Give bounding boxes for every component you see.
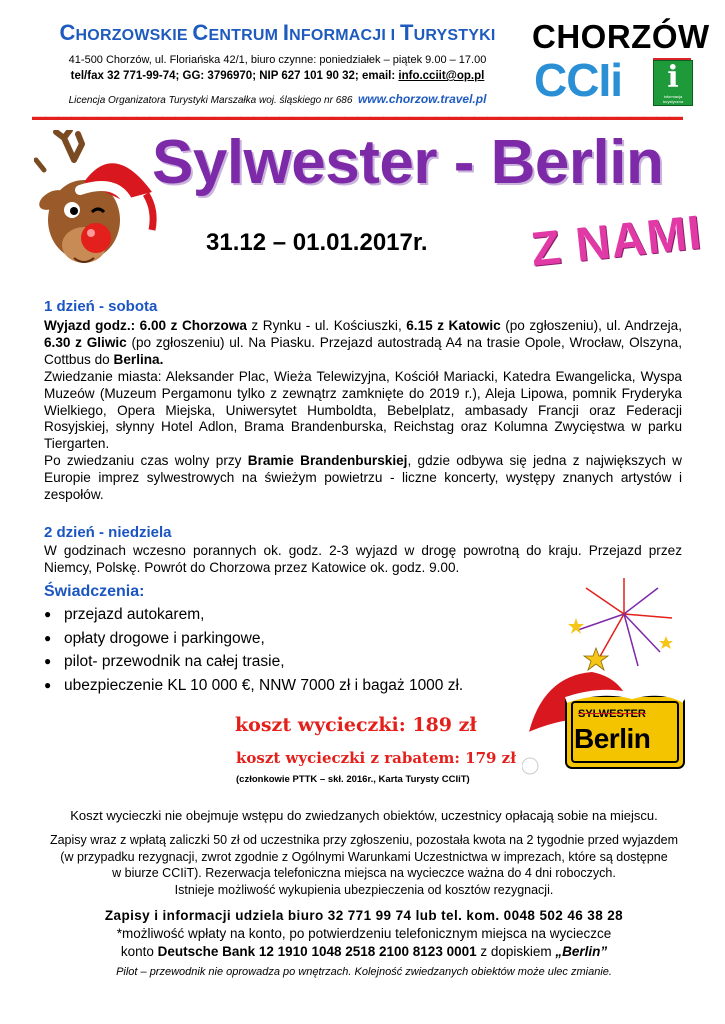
fireworks-icon bbox=[568, 574, 680, 674]
transfer-line: *możliwość wpłaty na konto, po potwierdzeniu telefonicznym miejsca na wycieczce bbox=[116, 926, 612, 941]
bullet-icon: ● bbox=[44, 677, 52, 692]
day1-free-time: Po zwiedzaniu czas wolny przy Bramie Brandenburskiej, gdzie odbywa się jedna z największych w Europie imprez sylwestrowych na świeżym powietrzu - liczne koncerty, występy znanych artystów i zespołów. bbox=[44, 453, 682, 503]
bullet-icon: ● bbox=[44, 607, 52, 621]
brand-city: CHORZÓW bbox=[532, 18, 710, 55]
list-item: ● przejazd autokarem, bbox=[44, 603, 524, 627]
day1-section bbox=[44, 298, 682, 504]
not-included-note: Koszt wycieczki nie obejmuje wstępu do zwiedzanych obiektów, uczestnicy opłacają sobie na miejscu. bbox=[70, 808, 658, 823]
booking-info: Zapisy wraz z wpłatą zaliczki 50 zł od uczestnika przy zgłoszeniu, pozostała kwota na 2 tygodnie przed wyjazdem (w przypadku rezygnacji, zwrot zgodnie z Ogólnymi Warunkami Uczestnictwa w imprezach, które są dostępne w biurze CCIiT). Rezerwacja telefoniczna miejsca na wycieczce ważna do 4 dni roboczych. Istnieje możliwość wykupienia ubezpieczenia od kosztów rezygnacji. bbox=[49, 833, 679, 897]
info-icon: i informacja turystyczna bbox=[653, 60, 693, 106]
event-dates: 31.12 – 01.01.2017r. bbox=[206, 229, 428, 256]
address-line: 41-500 Chorzów, ul. Floriańska 42/1, biuro czynne: poniedziałek – piątek 9.00 – 17.00 bbox=[68, 54, 487, 66]
brand-logo: CCIi bbox=[534, 54, 622, 106]
header-divider: ▬▬▬▬▬▬▬▬▬▬▬▬▬▬▬▬▬▬▬▬▬▬▬▬▬▬▬▬▬▬▬▬▬▬▬▬▬▬▬▬▬▬▬▬▬▬▬▬▬▬ bbox=[32, 112, 682, 120]
list-item: ● opłaty drogowe i parkingowe, bbox=[44, 627, 524, 651]
price-main: koszt wycieczki: 189 zł bbox=[235, 714, 477, 736]
organization-title: CHORZOWSKIE CENTRUM INFORMACJI I TURYSTYKI bbox=[59, 20, 496, 45]
day2-text: W godzinach wczesno porannych ok. godz. 2-3 wyjazd w drogę powrotną do kraju. Przejazd przez Niemcy, Polskę. Powrót do Chorzowa przez Katowice ok. godz. 9.00. bbox=[44, 543, 682, 575]
bank-account-number: Deutsche Bank 12 1910 1048 2518 2100 8123 0001 bbox=[157, 944, 477, 959]
contact-line: tel/fax 32 771-99-74; GG: 3796970; NIP 627 101 90 32; email: info.cciit@op.pl bbox=[70, 70, 485, 82]
price-discount: koszt wycieczki z rabatem: 179 zł bbox=[236, 749, 516, 767]
event-title: Sylwester - Berlin bbox=[152, 128, 664, 197]
price-discount-note: (członkowie PTTK – skł. 2016r., Karta Turysty CCIiT) bbox=[236, 774, 470, 785]
bullet-icon: ● bbox=[44, 630, 52, 645]
email-link[interactable]: info.cciit@op.pl bbox=[398, 70, 485, 82]
reindeer-icon bbox=[34, 130, 164, 280]
znami-badge: Z NAMI bbox=[528, 206, 705, 277]
included-heading: Świadczenia: bbox=[44, 583, 145, 600]
sign-city-text: Berlin bbox=[574, 723, 651, 754]
licence-line: Licencja Organizatora Turystyki Marszałka woj. śląskiego nr 686 www.chorzow.travel.pl bbox=[68, 92, 487, 106]
day1-heading: 1 dzień - sobota bbox=[44, 298, 158, 315]
pilot-note: Pilot – przewodnik nie oprowadza po wnętrzach. Kolejność zwiedzanych obiektów może ulec zmianie. bbox=[116, 966, 612, 978]
bullet-icon: ● bbox=[44, 654, 52, 668]
list-item: ● pilot- przewodnik na całej trasie, bbox=[44, 650, 524, 674]
day2-heading: 2 dzień - niedziela bbox=[44, 524, 172, 541]
website-link[interactable]: www.chorzow.travel.pl bbox=[357, 92, 487, 106]
day1-sightseeing: Zwiedzanie miasta: Aleksander Plac, Wieża Telewizyjna, Kościół Mariacki, Katedra Ewangelicka, Wyspa Muzeów (Muzeum Pergamonu tylko z zewnątrz zamknięte do 2019 r.), Aleja Lipowa, pomnik Fryderyka Wielkiego, Opera Miejska, Uniwersytet Humboldta, Bebelplatz, ambasady Francji oraz Federacji Rosyjskiej, słynny Hotel Adlon, Brama Brandenburska, Reichstag oraz Kolumna Zwycięstwa w parku Tiergarten. bbox=[44, 368, 682, 452]
day1-departure: Wyjazd godz.: 6.00 z Chorzowa z Rynku - ul. Kościuszki, 6.15 z Katowic (po zgłoszeniu), ul. Andrzeja, 6.30 z Gliwic (po zgłoszeniu) ul. Na Piasku. Przejazd autostradą A4 na trasie Opole, Wrocław, Olszyna, Cottbus do Berlina. bbox=[44, 318, 682, 367]
included-section bbox=[44, 583, 524, 697]
list-item: ● ubezpieczenie KL 10 000 €, NNW 7000 zł i bagaż 1000 zł. bbox=[44, 674, 524, 698]
bank-account-line: konto Deutsche Bank 12 1910 1048 2518 2100 8123 0001 z dopiskiem „Berlin” bbox=[120, 944, 608, 959]
day2-section bbox=[44, 524, 682, 577]
sign-top-text: SYLWESTER bbox=[578, 708, 646, 720]
contact-info-line: Zapisy i informacji udziela biuro 32 771 99 74 lub tel. kom. 0048 502 46 38 28 bbox=[104, 908, 624, 923]
